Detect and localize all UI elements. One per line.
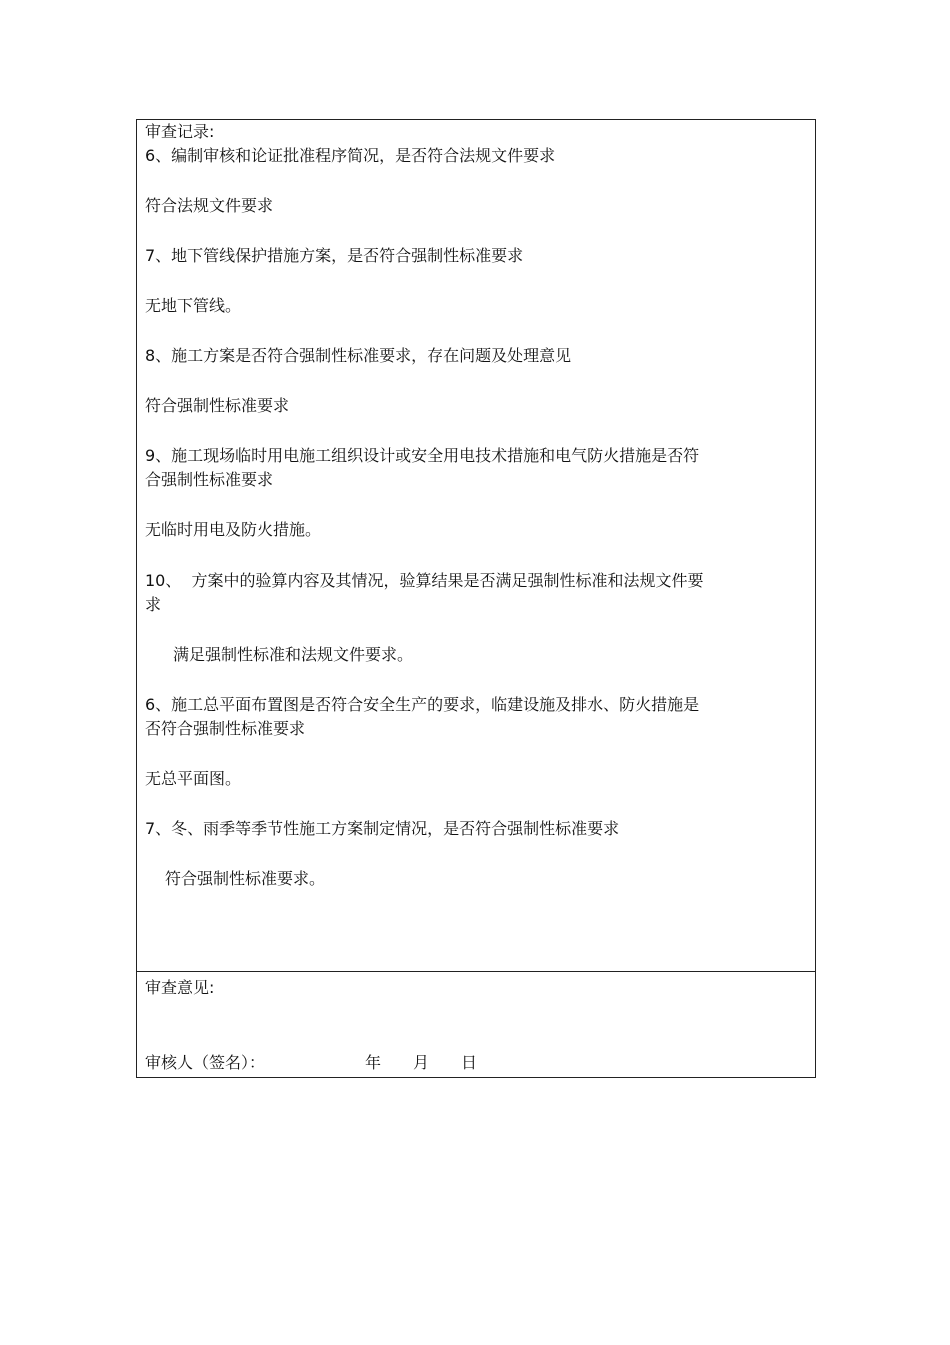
item6-question: 6、编制审核和论证批准程序简况，是否符合法规文件要求 xyxy=(145,146,556,165)
section-divider xyxy=(137,971,815,972)
item10-question-line2: 求 xyxy=(145,595,162,614)
item7b-answer: 符合强制性标准要求。 xyxy=(165,869,326,888)
item6b-answer: 无总平面图。 xyxy=(145,769,242,788)
day-label: 日 xyxy=(461,1053,478,1072)
item10-answer: 满足强制性标准和法规文件要求。 xyxy=(173,645,414,664)
item10-question-line1: 10、 方案中的验算内容及其情况，验算结果是否满足强制性标准和法规文件要 xyxy=(145,571,704,590)
item7b-question: 7、冬、雨季等季节性施工方案制定情况，是否符合强制性标准要求 xyxy=(145,819,620,838)
review-form-table xyxy=(136,119,816,1078)
item9-answer: 无临时用电及防火措施。 xyxy=(145,520,322,539)
item8-answer: 符合强制性标准要求 xyxy=(145,396,290,415)
reviewer-signature-label: 审核人（签名）： xyxy=(145,1053,266,1072)
year-label: 年 xyxy=(365,1053,382,1072)
item6-answer: 符合法规文件要求 xyxy=(145,196,274,215)
item9-question-line1: 9、施工现场临时用电施工组织设计或安全用电技术措施和电气防火措施是否符 xyxy=(145,446,700,465)
item9-question-line2: 合强制性标准要求 xyxy=(145,470,274,489)
month-label: 月 xyxy=(413,1053,430,1072)
item8-question: 8、施工方案是否符合强制性标准要求，存在问题及处理意见 xyxy=(145,346,572,365)
item7-answer: 无地下管线。 xyxy=(145,296,242,315)
item7-question: 7、地下管线保护措施方案，是否符合强制性标准要求 xyxy=(145,246,524,265)
opinion-section-label: 审查意见: xyxy=(145,978,215,997)
item6b-question-line1: 6、施工总平面布置图是否符合安全生产的要求，临建设施及排水、防火措施是 xyxy=(145,695,700,714)
record-section-label: 审查记录: xyxy=(145,122,215,141)
item6b-question-line2: 否符合强制性标准要求 xyxy=(145,719,306,738)
